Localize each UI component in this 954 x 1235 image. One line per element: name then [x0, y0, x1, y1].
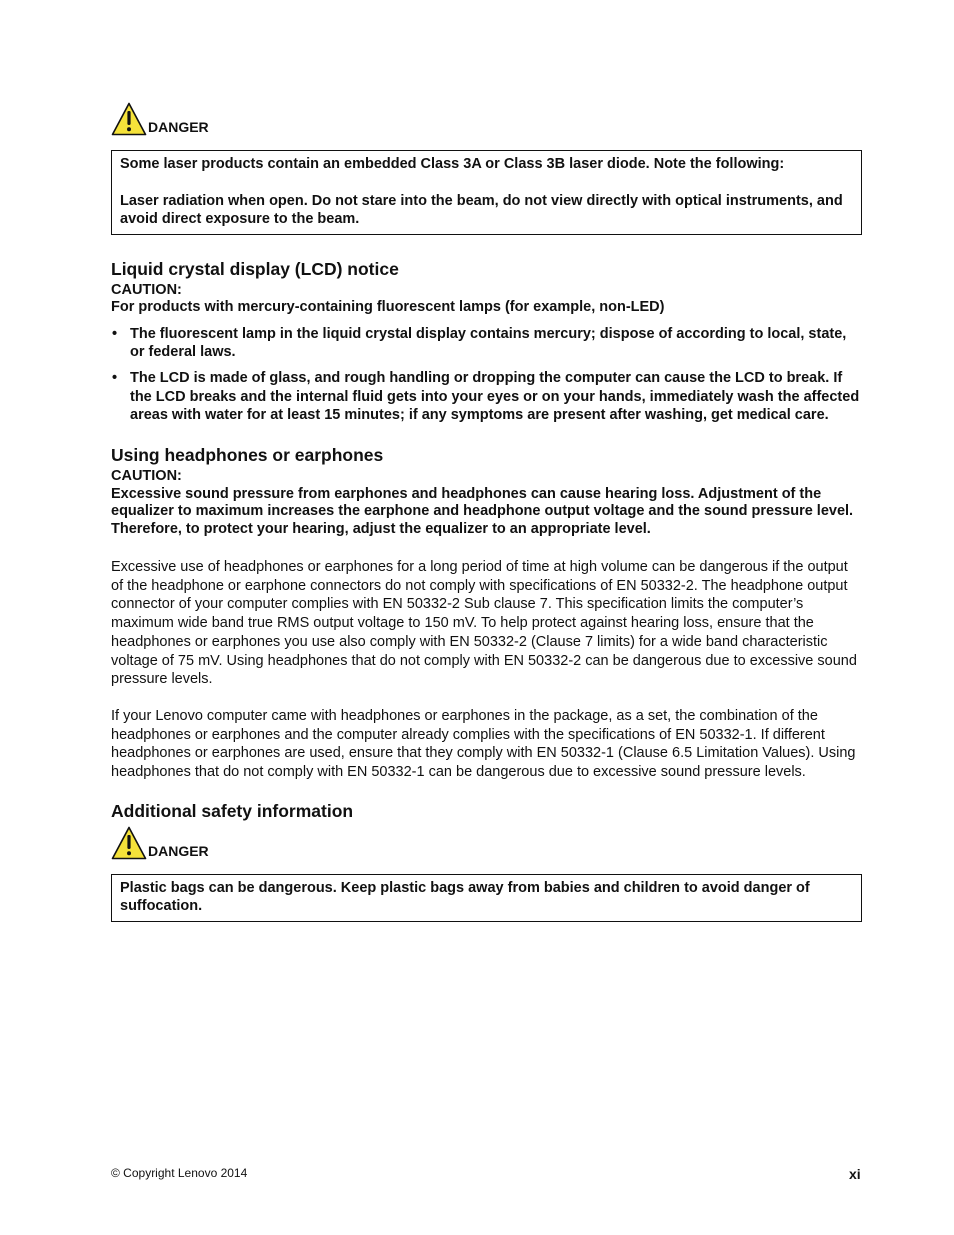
list-item: [111, 325, 862, 362]
lcd-subhead: For products with mercury-containing fluorescent lamps (for example, non-LED): [111, 299, 665, 315]
laser-notice-text: Some laser products contain an embedded Class 3A or Class 3B laser diode. Note the following:: [120, 156, 785, 172]
headphones-paragraph-1: Excessive use of headphones or earphones for a long period of time at high volume can be dangerous if the output of the headphone or earphone connectors do not comply with specifications of EN 50332-2. The headphone output connector of your computer complies with EN 50332-2 Sub clause 7. This specification limits the computer’s maximum wide band true RMS output voltage to 150 mV. To help protect against hearing loss, ensure that the headphones or earphones you use also comply with EN 50332-2 (Clause 7 limits) for a wide band characteristic voltage of 75 mV. Using headphones that do not comply with EN 50332-2 can be dangerous due to excessive sound pressure levels.: [111, 559, 857, 688]
danger-box-laser: [111, 150, 862, 235]
page-number: xi: [849, 1166, 861, 1182]
danger-label: DANGER: [148, 119, 209, 135]
lcd-heading: Liquid crystal display (LCD) notice: [111, 258, 399, 279]
headphones-caution-label: CAUTION:: [111, 468, 182, 485]
headphones-heading: Using headphones or earphones: [111, 445, 384, 466]
danger-box-plastic-bags: [111, 874, 862, 922]
plastic-bags-text: Plastic bags can be dangerous. Keep plastic bags away from babies and children to avoid danger of suffocation.: [120, 879, 810, 915]
list-item: [111, 369, 862, 425]
warning-triangle-icon: [111, 102, 147, 136]
bullet-glyph: •: [112, 369, 118, 386]
headphones-caution-text: Excessive sound pressure from earphones and headphones can cause hearing loss. Adjustment of the equalizer to maximum increases the earphone and headphone output voltage and the sound pressure level. Therefore, to protect your hearing, adjust the equalizer to an appropriate level.: [111, 485, 854, 537]
warning-triangle-icon: [111, 826, 147, 860]
danger-label: DANGER: [148, 842, 209, 859]
list-item-text: The LCD is made of glass, and rough handling or dropping the computer can cause the LCD to break. If the LCD breaks and the internal fluid gets into your eyes or on your hands, immediately wash the affected areas with water for at least 15 minutes; if any symptoms are present after washing, get medical care.: [130, 369, 860, 424]
danger-header-1: [111, 100, 862, 136]
laser-radiation-text: Laser radiation when open. Do not stare into the beam, do not view directly with optical instruments, and avoid direct exposure to the beam.: [120, 192, 843, 227]
danger-header-2: [111, 824, 862, 860]
bullet-glyph: •: [112, 325, 118, 342]
list-item-text: The fluorescent lamp in the liquid crystal display contains mercury; dispose of according to local, state, or federal laws.: [130, 325, 847, 361]
lcd-caution-label: CAUTION:: [111, 281, 182, 298]
page-content: [111, 100, 862, 922]
headphones-paragraph-2: If your Lenovo computer came with headphones or earphones in the package, as a set, the combination of the headphones or earphones and the computer already complies with the specifications of EN 50332-1. If different headphones or earphones are used, ensure that they comply with EN 50332-1 (Clause 6.5 Limitation Values). Using headphones that do not comply with EN 50332-1 can be dangerous due to excessive sound pressure levels.: [111, 707, 856, 781]
additional-safety-heading: Additional safety information: [111, 800, 354, 821]
lcd-bullet-list: [111, 325, 862, 426]
copyright: © Copyright Lenovo 2014: [111, 1166, 248, 1180]
